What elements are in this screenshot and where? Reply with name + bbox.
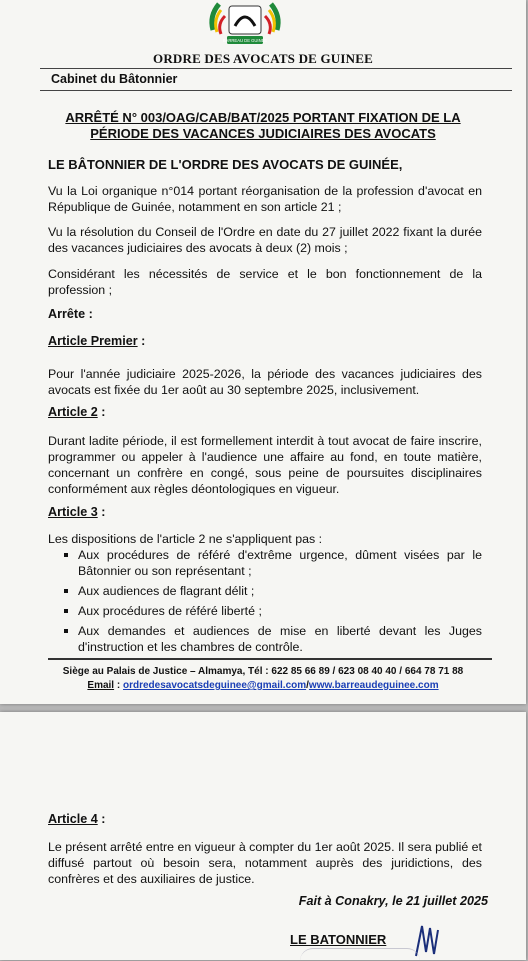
list-item: Aux audiences de flagrant délit ; bbox=[62, 583, 482, 599]
article-3-exceptions-list bbox=[62, 547, 482, 659]
article-3-intro: Les dispositions de l'article 2 ne s'appliquent pas : bbox=[48, 532, 323, 546]
arrete-text: Arrête bbox=[48, 307, 86, 321]
place-and-date: Fait à Conakry, le 21 juillet 2025 bbox=[298, 894, 488, 908]
footer-contact bbox=[0, 680, 526, 691]
list-item: Aux demandes et audiences de mise en liberté devant les Juges d'instruction et les chambres de contrôle. bbox=[62, 623, 482, 655]
link-separator: / bbox=[306, 680, 309, 691]
arrete-colon: : bbox=[85, 307, 93, 321]
website-link[interactable]: www.barreaudeguinee.com bbox=[308, 680, 439, 691]
email-link[interactable]: ordredesavocatsdeguinee@gmail.com bbox=[122, 680, 307, 691]
article-4-heading bbox=[48, 812, 105, 826]
article-1-text: Pour l'année judiciaire 2025-2026, la période des vacances judiciaires des avocats est fixée du 1er août au 30 septembre 2025, inclusivement. bbox=[48, 367, 482, 397]
emblem-caption: BARREAU DE GUINÉE bbox=[222, 38, 268, 43]
signer-title: LE BATONNIER bbox=[290, 932, 387, 947]
consideration-1: Vu la Loi organique n°014 portant réorganisation de la profession d'avocat en République de Guinée, notamment en son article 21 ; bbox=[48, 184, 482, 214]
article-1-heading bbox=[48, 334, 145, 348]
decree-title bbox=[40, 110, 486, 142]
header-divider-lower bbox=[40, 90, 512, 91]
article-2-text: Durant ladite période, il est formellement interdit à tout avocat de faire inscrire, programmer ou appeler à l'audience une affaire au fond, en toute matière, concernant un confrère en congé, sous peine de poursuites disciplinaires conformément aux règles déontologiques en vigueur. bbox=[48, 434, 482, 496]
email-label: Email bbox=[87, 680, 115, 691]
article-2-heading bbox=[48, 405, 105, 419]
arrete-label bbox=[48, 307, 93, 321]
issuer-heading: LE BÂTONNIER DE L'ORDRE DES AVOCATS DE GUINÉE, bbox=[48, 157, 403, 172]
organization-name: ORDRE DES AVOCATS DE GUINEE bbox=[153, 51, 373, 66]
email-separator: : bbox=[114, 680, 123, 691]
cabinet-label: Cabinet du Bâtonnier bbox=[51, 72, 178, 86]
consideration-2: Vu la résolution du Conseil de l'Ordre en date du 27 juillet 2022 fixant la durée des vacances judiciaires des avocats à deux (2) mois ; bbox=[48, 225, 482, 255]
footer-address: Siège au Palais de Justice – Almamya, Tél : 622 85 66 89 / 623 08 40 40 / 664 78 71 88 bbox=[62, 666, 464, 677]
bar-emblem-logo bbox=[205, 0, 285, 48]
article-4-colon: : bbox=[97, 812, 106, 826]
article-2-title: Article 2 bbox=[48, 405, 98, 419]
decree-title-line-1: ARRÊTÉ N° 003/OAG/CAB/BAT/2025 PORTANT FIXATION DE LA bbox=[65, 110, 461, 125]
article-3-heading bbox=[48, 505, 105, 519]
article-1-title: Article Premier bbox=[48, 334, 138, 348]
decree-title-line-2: PÉRIODE DES VACANCES JUDICIAIRES DES AVOCATS bbox=[90, 126, 436, 141]
document-page-2 bbox=[0, 712, 526, 960]
article-1-colon: : bbox=[137, 334, 146, 348]
article-4-text: Le présent arrêté entre en vigueur à compter du 1er août 2025. Il sera publié et diffusé partout où besoin sera, notamment auprès des juridictions, des confrères et des auxiliaires de justice. bbox=[48, 840, 482, 886]
article-3-colon: : bbox=[97, 505, 106, 519]
footer-divider bbox=[48, 658, 492, 660]
header-divider bbox=[40, 68, 512, 69]
list-item: Aux procédures de référé d'extrême urgence, dûment visées par le Bâtonnier ou son représentant ; bbox=[62, 547, 482, 579]
article-4-title: Article 4 bbox=[48, 812, 98, 826]
stamp-outline bbox=[300, 948, 420, 961]
consideration-3: Considérant les nécessités de service et le bon fonctionnement de la profession ; bbox=[48, 267, 482, 297]
article-2-colon: : bbox=[97, 405, 106, 419]
list-item: Aux procédures de référé liberté ; bbox=[62, 603, 482, 619]
article-3-title: Article 3 bbox=[48, 505, 98, 519]
